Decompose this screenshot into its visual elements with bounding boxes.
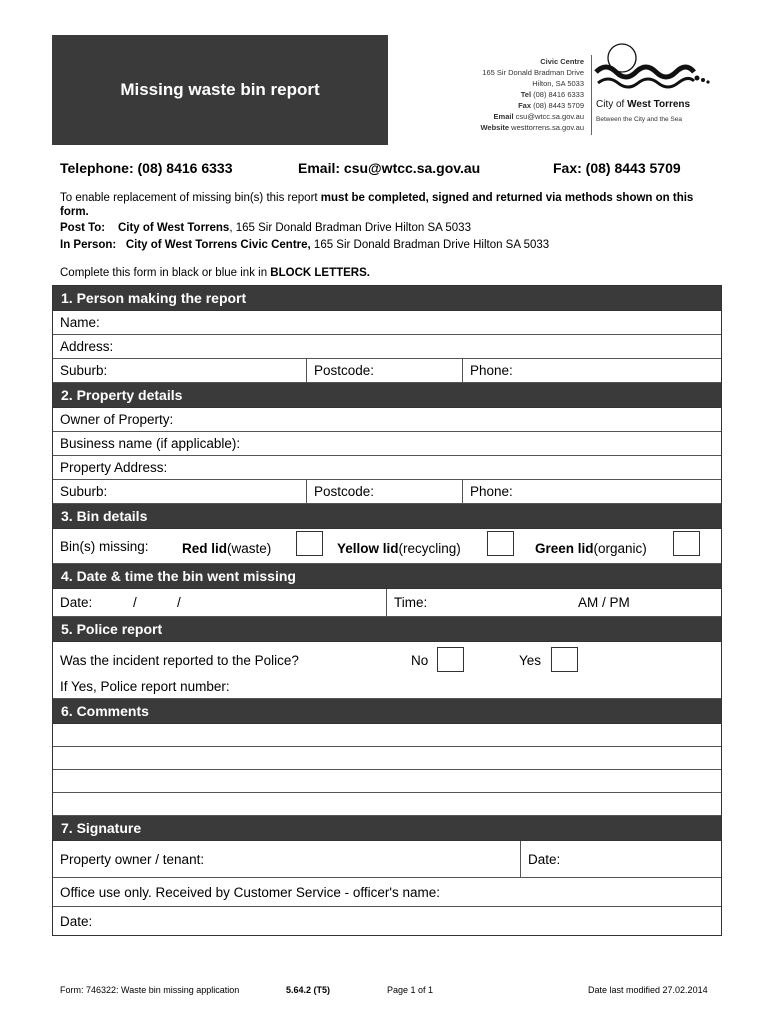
civic-centre-name: Civic Centre: [540, 57, 584, 66]
ink-instruction: Complete this form in black or blue ink in BLOCK LETTERS.: [60, 267, 370, 279]
green-lid-checkbox[interactable]: [673, 531, 700, 556]
comments-line-1[interactable]: [53, 724, 721, 747]
section-2-header: 2. Property details: [53, 383, 721, 408]
civic-address-line1: 165 Sir Donald Bradman Drive: [482, 68, 584, 77]
signature-date-field[interactable]: Date:: [528, 851, 561, 867]
green-lid-label: Green lid (organic): [535, 541, 647, 556]
section-7-header: 7. Signature: [53, 816, 721, 841]
section-3-header: 3. Bin details: [53, 504, 721, 529]
email-heading: Email: csu@wtcc.sa.gov.au: [298, 160, 481, 176]
reporter-suburb-row: [53, 359, 721, 383]
tel-label: Tel: [520, 90, 532, 99]
section-1-header: 1. Person making the report: [53, 286, 721, 311]
red-lid-label: Red lid (waste): [182, 541, 272, 556]
logo-tagline: Between the City and the Sea: [596, 116, 683, 123]
reporter-postcode-field[interactable]: Postcode:: [314, 363, 375, 378]
council-logo-icon: [594, 40, 714, 100]
property-address-field[interactable]: Property Address:: [53, 456, 721, 480]
date-time-row: [53, 589, 721, 617]
am-pm-choice[interactable]: AM / PM: [578, 595, 630, 610]
telephone-heading: Telephone: (08) 8416 6333: [60, 160, 233, 176]
police-yes-checkbox[interactable]: [551, 647, 578, 672]
comments-line-4[interactable]: [53, 793, 721, 816]
footer-modified: Date last modified 27.02.2014: [588, 985, 708, 995]
page-title: Missing waste bin report: [120, 80, 320, 99]
red-lid-checkbox[interactable]: [296, 531, 323, 556]
report-form: [52, 285, 722, 936]
fax-value: (08) 8443 5709: [533, 101, 584, 110]
website-label: Website: [480, 123, 510, 132]
police-yes-label: Yes: [519, 652, 542, 668]
footer-form-id: Form: 746322: Waste bin missing application: [60, 985, 240, 995]
date-separator-2: /: [177, 595, 181, 610]
owner-field[interactable]: Owner of Property:: [53, 408, 721, 432]
section-6-header: 6. Comments: [53, 699, 721, 724]
property-postcode-field[interactable]: Postcode:: [314, 484, 375, 499]
email-value: csu@wtcc.sa.gov.au: [515, 112, 584, 121]
post-to-line: Post To: City of West Torrens, 165 Sir Donald Bradman Drive Hilton SA 5033: [60, 222, 471, 234]
comments-line-3[interactable]: [53, 770, 721, 793]
in-person-line: In Person: City of West Torrens Civic Centre, 165 Sir Donald Bradman Drive Hilton SA 5033: [60, 239, 550, 251]
date-separator-1: /: [133, 595, 137, 610]
address-field[interactable]: Address:: [53, 335, 721, 359]
fax-label: Fax: [518, 101, 532, 110]
property-suburb-row: [53, 480, 721, 504]
police-no-label: No: [411, 652, 429, 668]
police-report-number-field[interactable]: If Yes, Police report number:: [60, 678, 230, 694]
civic-address-line2: Hilton, SA 5033: [532, 79, 584, 88]
logo-divider: [591, 55, 592, 135]
section-4-header: 4. Date & time the bin went missing: [53, 564, 721, 589]
office-use-field[interactable]: Office use only. Received by Customer Service - officer's name:: [53, 878, 721, 907]
missing-date-field[interactable]: Date:: [60, 595, 93, 610]
bin-missing-row: Bin(s) missing: Red lid (waste) Yellow lid (recycling) Green lid (organic): [53, 529, 721, 564]
yellow-lid-label: Yellow lid (recycling): [337, 541, 461, 556]
police-no-checkbox[interactable]: [437, 647, 464, 672]
footer-code: 5.64.2 (T5): [286, 985, 331, 995]
logo-city-name: City of West Torrens: [596, 99, 691, 110]
comments-line-2[interactable]: [53, 747, 721, 770]
owner-signature-field[interactable]: Property owner / tenant:: [60, 851, 205, 867]
council-contact-block: [420, 56, 584, 133]
name-field[interactable]: Name:: [53, 311, 721, 335]
email-label: Email: [493, 112, 514, 121]
police-question: Was the incident reported to the Police?: [60, 652, 299, 668]
missing-time-field[interactable]: Time:: [394, 595, 428, 610]
intro-paragraph: To enable replacement of missing bin(s) this report must be completed, signed and returned via methods shown on this form.: [60, 192, 694, 218]
fax-heading: Fax: (08) 8443 5709: [553, 160, 681, 176]
business-name-field[interactable]: Business name (if applicable):: [53, 432, 721, 456]
footer-page: Page 1 of 1: [387, 985, 434, 995]
police-report-row: [53, 642, 721, 699]
reporter-suburb-field[interactable]: Suburb:: [60, 363, 108, 378]
website-value: westtorrens.sa.gov.au: [511, 123, 584, 132]
reporter-phone-field[interactable]: Phone:: [470, 363, 513, 378]
office-date-field[interactable]: Date:: [60, 913, 93, 929]
property-suburb-field[interactable]: Suburb:: [60, 484, 108, 499]
title-box: [52, 35, 388, 145]
tel-value: (08) 8416 6333: [533, 90, 584, 99]
property-phone-field[interactable]: Phone:: [470, 484, 513, 499]
section-5-header: 5. Police report: [53, 617, 721, 642]
signature-row: [53, 841, 721, 878]
yellow-lid-checkbox[interactable]: [487, 531, 514, 556]
